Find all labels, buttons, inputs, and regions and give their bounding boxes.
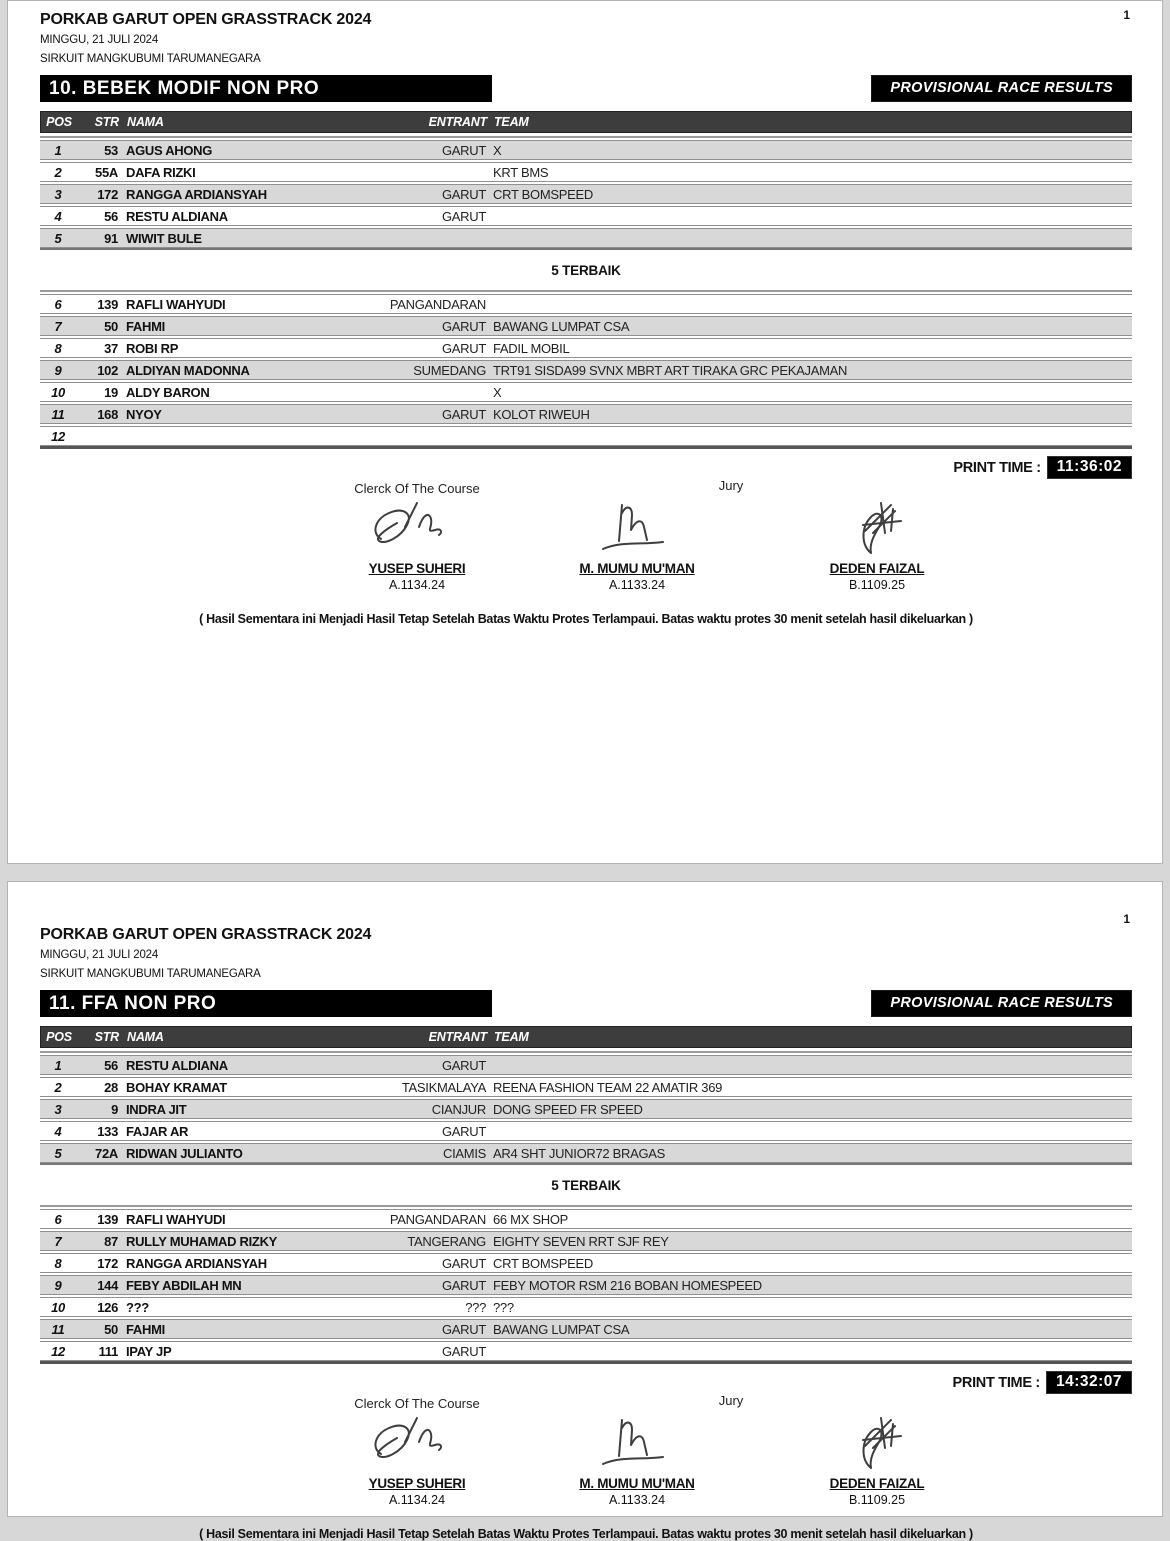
signature-yusep-suheri [367, 1412, 467, 1470]
cell-entrant: GARUT [441, 406, 486, 422]
cell-str: 19 [104, 384, 118, 400]
table-row [40, 1319, 1132, 1339]
provisional-results-badge: PROVISIONAL RACE RESULTS [871, 75, 1132, 102]
signer-name: DEDEN FAIZAL [829, 1476, 925, 1491]
cell-nama: IPAY JP [126, 1343, 172, 1359]
cell-str: 37 [104, 340, 118, 356]
results-top-block [40, 136, 1132, 250]
col-header-team: TEAM [494, 1030, 529, 1044]
signer-license: A.1133.24 [608, 578, 666, 592]
cell-pos: 1 [54, 142, 62, 158]
cell-pos: 12 [51, 428, 65, 444]
protest-footnote: ( Hasil Sementara ini Menjadi Hasil Tetap Setelah Batas Waktu Protes Terlampaui. Batas waktu protes 30 menit setelah hasil dikeluarkan ) [199, 612, 973, 626]
col-header-entrant: ENTRANT [428, 1030, 487, 1044]
cell-nama: NYOY [126, 406, 162, 422]
event-title: PORKAB GARUT OPEN GRASSTRACK 2024 [40, 926, 372, 943]
table-row [40, 1341, 1132, 1361]
cell-nama: DAFA RIZKI [126, 164, 196, 180]
cell-entrant: GARUT [441, 1255, 486, 1271]
provisional-results-badge: PROVISIONAL RACE RESULTS [871, 990, 1132, 1017]
cell-entrant: GARUT [441, 1277, 486, 1293]
signer-license: A.1134.24 [388, 1493, 446, 1507]
cell-pos: 2 [54, 164, 62, 180]
class-header-row [40, 75, 1132, 102]
cell-pos: 5 [54, 1145, 62, 1161]
cell-nama: ALDIYAN MADONNA [126, 362, 250, 378]
event-title: PORKAB GARUT OPEN GRASSTRACK 2024 [40, 11, 372, 28]
cell-str: 55A [95, 164, 118, 180]
page-content [8, 882, 1162, 1541]
cell-nama: RAFLI WAHYUDI [126, 296, 226, 312]
results-page-2 [7, 881, 1163, 1541]
cell-pos: 7 [54, 318, 62, 334]
results-page-1 [7, 0, 1163, 864]
cell-pos: 7 [54, 1233, 62, 1249]
cell-entrant: GARUT [441, 1343, 486, 1359]
col-header-team: TEAM [494, 115, 529, 129]
cell-str: 72A [95, 1145, 118, 1161]
top5-divider-label: 5 TERBAIK [551, 263, 621, 278]
signer-license: A.1133.24 [608, 1493, 666, 1507]
jury-label: Jury [718, 478, 744, 493]
table-row [40, 1121, 1132, 1141]
print-time-row [40, 456, 1132, 479]
cell-nama: BOHAY KRAMAT [126, 1079, 227, 1095]
cell-pos: 2 [54, 1079, 62, 1095]
col-header-entrant: ENTRANT [428, 115, 487, 129]
event-venue: SIRKUIT MANGKUBUMI TARUMANEGARA [40, 968, 261, 980]
cell-entrant: GARUT [441, 1057, 486, 1073]
class-title-bar: 10. BEBEK MODIF NON PRO [40, 75, 492, 102]
signer-name: YUSEP SUHERI [368, 1476, 466, 1491]
table-row [40, 162, 1132, 182]
cell-pos: 6 [54, 1211, 62, 1227]
page-content [8, 1, 1162, 626]
col-header-str: STR [94, 115, 119, 129]
col-header-nama: NAMA [127, 115, 164, 129]
print-time-value: 11:36:02 [1047, 456, 1132, 479]
cell-nama: AGUS AHONG [126, 142, 213, 158]
cell-nama: ??? [126, 1299, 149, 1315]
cell-nama: RESTU ALDIANA [126, 208, 228, 224]
cell-str: 172 [97, 1255, 118, 1271]
cell-nama: RIDWAN JULIANTO [126, 1145, 243, 1161]
cell-str: 172 [97, 186, 118, 202]
cell-team: EIGHTY SEVEN RRT SJF REY [493, 1233, 669, 1249]
table-row [40, 382, 1132, 402]
top5-divider-label: 5 TERBAIK [551, 1178, 621, 1193]
cell-entrant: GARUT [441, 186, 486, 202]
cell-entrant: ??? [465, 1299, 486, 1315]
cell-pos: 8 [54, 340, 62, 356]
signer-name: M. MUMU MU'MAN [579, 1476, 695, 1491]
cell-team: FADIL MOBIL [493, 340, 570, 356]
cell-team: KOLOT RIWEUH [493, 406, 590, 422]
print-time-row [40, 1371, 1132, 1394]
clerk-of-course-label: Clerck Of The Course [354, 481, 480, 496]
table-row [40, 1253, 1132, 1273]
cell-pos: 3 [54, 186, 62, 202]
signature-area [40, 1393, 1132, 1514]
signer-license: B.1109.25 [848, 578, 906, 592]
cell-nama: INDRA JIT [126, 1101, 187, 1117]
print-time-label: PRINT TIME : [953, 459, 1041, 476]
cell-team: CRT BOMSPEED [493, 186, 593, 202]
event-date: MINGGU, 21 JULI 2024 [40, 949, 159, 961]
table-row [40, 206, 1132, 226]
table-row [40, 338, 1132, 358]
protest-footnote: ( Hasil Sementara ini Menjadi Hasil Tetap Setelah Batas Waktu Protes Terlampaui. Batas waktu protes 30 menit setelah hasil dikeluarkan ) [199, 1527, 973, 1541]
cell-team: AR4 SHT JUNIOR72 BRAGAS [493, 1145, 666, 1161]
class-header-row [40, 990, 1132, 1017]
cell-str: 53 [104, 142, 118, 158]
col-header-nama: NAMA [127, 1030, 164, 1044]
cell-pos: 10 [51, 384, 65, 400]
cell-team: FEBY MOTOR RSM 216 BOBAN HOMESPEED [493, 1277, 762, 1293]
cell-team: BAWANG LUMPAT CSA [493, 318, 630, 334]
cell-str: 133 [97, 1123, 118, 1139]
cell-str: 56 [104, 1057, 118, 1073]
cell-entrant: GARUT [441, 318, 486, 334]
cell-team: CRT BOMSPEED [493, 1255, 593, 1271]
cell-team: DONG SPEED FR SPEED [493, 1101, 643, 1117]
cell-team: KRT BMS [493, 164, 549, 180]
cell-str: 102 [97, 362, 118, 378]
cell-pos: 12 [51, 1343, 65, 1359]
cell-str: 144 [97, 1277, 118, 1293]
table-row [40, 1077, 1132, 1097]
signer-license: A.1134.24 [388, 578, 446, 592]
cell-nama: RESTU ALDIANA [126, 1057, 228, 1073]
table-row [40, 1275, 1132, 1295]
cell-str: 111 [98, 1343, 118, 1359]
table-row [40, 1143, 1132, 1163]
table-row [40, 140, 1132, 160]
results-bottom-block [40, 1205, 1132, 1364]
cell-str: 87 [104, 1233, 118, 1249]
event-venue: SIRKUIT MANGKUBUMI TARUMANEGARA [40, 53, 261, 65]
cell-pos: 11 [51, 406, 65, 422]
cell-pos: 9 [54, 1277, 62, 1293]
cell-pos: 9 [54, 362, 62, 378]
signature-yusep-suheri [367, 497, 467, 555]
cell-nama: ROBI RP [126, 340, 179, 356]
signature-area [40, 478, 1132, 599]
table-row [40, 184, 1132, 204]
signer-name: DEDEN FAIZAL [829, 561, 925, 576]
cell-entrant: SUMEDANG [413, 362, 486, 378]
clerk-of-course-label: Clerck Of The Course [354, 1396, 480, 1411]
cell-team: BAWANG LUMPAT CSA [493, 1321, 630, 1337]
table-row [40, 1231, 1132, 1251]
col-header-pos: POS [46, 1030, 72, 1044]
table-row [40, 1099, 1132, 1119]
cell-nama: RANGGA ARDIANSYAH [126, 186, 267, 202]
cell-entrant: TASIKMALAYA [401, 1079, 486, 1095]
cell-entrant: GARUT [441, 1321, 486, 1337]
cell-team: ??? [493, 1299, 514, 1315]
cell-entrant: GARUT [441, 208, 486, 224]
jury-label: Jury [718, 1393, 744, 1408]
cell-pos: 4 [54, 208, 62, 224]
cell-str: 56 [104, 208, 118, 224]
page-number: 1 [1123, 912, 1130, 926]
table-row [40, 426, 1132, 446]
cell-entrant: PANGANDARAN [389, 296, 486, 312]
signature-deden-faizal [829, 1412, 929, 1470]
cell-team: 66 MX SHOP [493, 1211, 569, 1227]
cell-str: 9 [111, 1101, 118, 1117]
table-row [40, 294, 1132, 314]
cell-pos: 4 [54, 1123, 62, 1139]
signer-license: B.1109.25 [848, 1493, 906, 1507]
page-number: 1 [1123, 8, 1130, 22]
cell-str: 126 [97, 1299, 118, 1315]
cell-nama: FAHMI [126, 1321, 165, 1337]
col-header-str: STR [94, 1030, 119, 1044]
results-top-block [40, 1051, 1132, 1165]
print-time-label: PRINT TIME : [952, 1374, 1040, 1391]
event-date: MINGGU, 21 JULI 2024 [40, 34, 159, 46]
table-header [40, 1026, 1132, 1048]
cell-nama: FAJAR AR [126, 1123, 189, 1139]
table-row [40, 404, 1132, 424]
cell-team: REENA FASHION TEAM 22 AMATIR 369 [493, 1079, 723, 1095]
signature-deden-faizal [829, 497, 929, 555]
cell-nama: RULLY MUHAMAD RIZKY [126, 1233, 278, 1249]
class-title-bar: 11. FFA NON PRO [40, 990, 492, 1017]
table-row [40, 1209, 1132, 1229]
cell-str: 50 [104, 1321, 118, 1337]
cell-entrant: CIANJUR [431, 1101, 486, 1117]
table-row [40, 1055, 1132, 1075]
cell-pos: 5 [54, 230, 62, 246]
cell-nama: FAHMI [126, 318, 165, 334]
cell-pos: 6 [54, 296, 62, 312]
cell-nama: RAFLI WAHYUDI [126, 1211, 226, 1227]
signature-mumu-muman [589, 497, 689, 555]
table-header [40, 111, 1132, 133]
table-row [40, 228, 1132, 248]
cell-nama: RANGGA ARDIANSYAH [126, 1255, 267, 1271]
cell-entrant: CIAMIS [443, 1145, 486, 1161]
cell-str: 168 [97, 406, 118, 422]
signer-name: YUSEP SUHERI [368, 561, 466, 576]
table-row [40, 360, 1132, 380]
cell-pos: 8 [54, 1255, 62, 1271]
col-header-pos: POS [46, 115, 72, 129]
cell-nama: WIWIT BULE [126, 230, 202, 246]
cell-entrant: GARUT [441, 142, 486, 158]
print-time-value: 14:32:07 [1046, 1371, 1132, 1394]
cell-str: 139 [97, 1211, 118, 1227]
cell-str: 91 [104, 230, 118, 246]
cell-pos: 11 [51, 1321, 65, 1337]
cell-entrant: TANGERANG [407, 1233, 486, 1249]
cell-nama: ALDY BARON [126, 384, 210, 400]
cell-pos: 3 [54, 1101, 62, 1117]
table-row [40, 316, 1132, 336]
table-row [40, 1297, 1132, 1317]
cell-pos: 1 [54, 1057, 62, 1073]
cell-str: 139 [97, 296, 118, 312]
cell-entrant: GARUT [441, 340, 486, 356]
signature-mumu-muman [589, 1412, 689, 1470]
cell-team: X [493, 384, 502, 400]
cell-team: X [493, 142, 502, 158]
cell-str: 50 [104, 318, 118, 334]
cell-str: 28 [104, 1079, 118, 1095]
cell-nama: FEBY ABDILAH MN [126, 1277, 242, 1293]
cell-pos: 10 [51, 1299, 65, 1315]
cell-entrant: GARUT [441, 1123, 486, 1139]
cell-team: TRT91 SISDA99 SVNX MBRT ART TIRAKA GRC PEKAJAMAN [493, 362, 848, 378]
results-bottom-block [40, 290, 1132, 449]
cell-entrant: PANGANDARAN [389, 1211, 486, 1227]
signer-name: M. MUMU MU'MAN [579, 561, 695, 576]
